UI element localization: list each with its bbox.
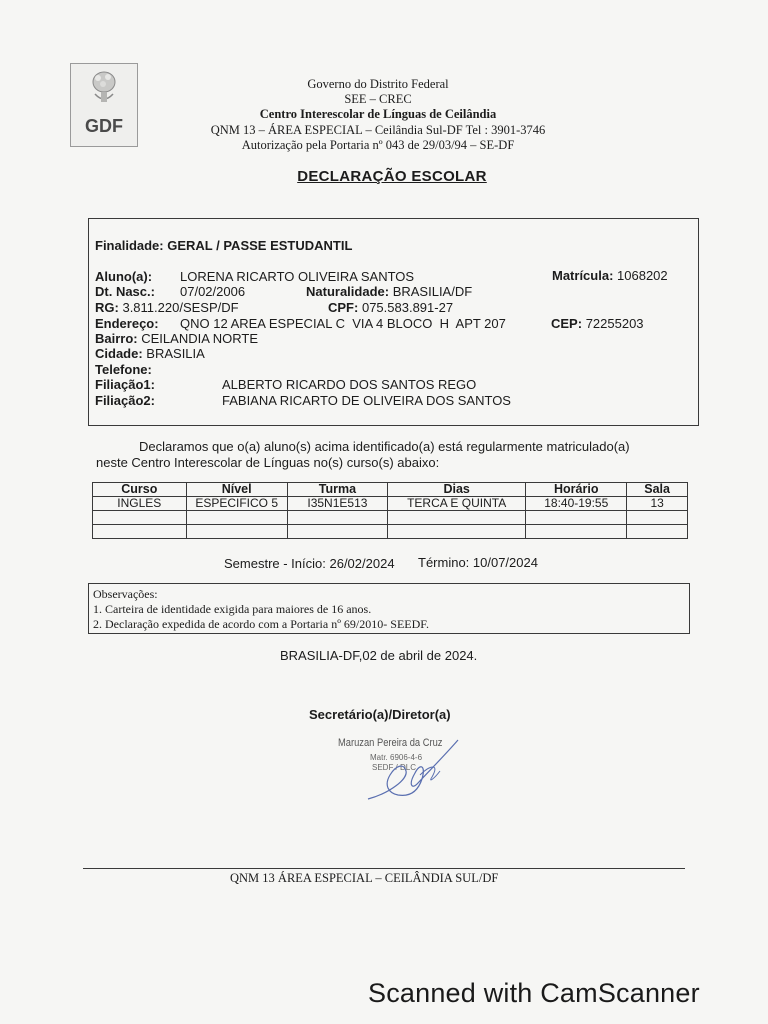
table-cell — [93, 511, 187, 525]
naturalidade-row — [306, 284, 472, 299]
cpf-row — [328, 300, 453, 315]
column-header: Dias — [388, 483, 526, 497]
courses-table — [92, 482, 688, 539]
table-cell — [186, 525, 287, 539]
aluno-value: LORENA RICARTO OLIVEIRA SANTOS — [180, 269, 415, 284]
declaration-line-2: neste Centro Interescolar de Línguas no(s) curso(s) abaixo: — [96, 455, 440, 470]
rg-row — [95, 300, 239, 315]
header-department: SEE – CREC — [344, 92, 412, 106]
endereco-label: Endereço: — [95, 316, 159, 331]
nasc-label: Dt. Nasc.: — [95, 284, 155, 299]
stamp-matr: Matr. 6906-4-6 — [370, 753, 423, 762]
document-title: DECLARAÇÃO ESCOLAR — [297, 168, 487, 185]
filiacao2-label: Filiação2: — [95, 393, 155, 408]
table-cell — [526, 525, 627, 539]
finalidade-row — [95, 238, 352, 253]
table-cell — [627, 511, 688, 525]
matricula-row — [552, 268, 668, 283]
table-cell — [186, 511, 287, 525]
cpf-label: CPF: — [328, 300, 359, 315]
stamp-name: Maruzan Pereira da Cruz — [338, 737, 443, 749]
scanner-watermark: Scanned with CamScanner — [368, 978, 700, 1008]
table-cell — [287, 525, 387, 539]
cep-label: CEP: — [551, 316, 583, 331]
table-header-row — [93, 483, 688, 497]
nasc-value: 07/02/2006 — [180, 284, 246, 299]
bairro-value: CEILANDIA NORTE — [141, 331, 259, 346]
cpf-value: 075.583.891-27 — [361, 300, 454, 315]
telefone-row — [95, 362, 152, 377]
stamp-org: SEDF / DLC — [372, 763, 417, 772]
header-address: QNM 13 – ÁREA ESPECIAL – Ceilândia Sul-DF Tel : 3901-3746 — [210, 123, 546, 137]
table-cell — [526, 511, 627, 525]
table-cell — [627, 525, 688, 539]
semester-start: Semestre - Início: 26/02/2024 — [224, 556, 395, 571]
finalidade-value: GERAL / PASSE ESTUDANTIL — [167, 238, 353, 253]
table-cell: INGLES — [93, 497, 187, 511]
table-cell: 13 — [627, 497, 688, 511]
cidade-value: BRASILIA — [146, 346, 205, 361]
table-cell: ESPECIFICO 5 — [186, 497, 287, 511]
finalidade-label: Finalidade: — [95, 238, 164, 253]
table-cell: TERCA E QUINTA — [388, 497, 526, 511]
table-cell — [287, 511, 387, 525]
header-school: Centro Interescolar de Línguas de Ceilândia — [259, 107, 497, 121]
declaration-line-1: Declaramos que o(a) aluno(s) acima identificado(a) está regularmente matriculado(a) — [139, 439, 630, 454]
table-row — [93, 511, 688, 525]
column-header: Nível — [186, 483, 287, 497]
logo-text: GDF — [85, 116, 123, 136]
footer-address: QNM 13 ÁREA ESPECIAL – CEILÂNDIA SUL/DF — [230, 871, 499, 885]
table-cell — [93, 525, 187, 539]
gdf-logo — [70, 63, 138, 147]
column-header: Turma — [287, 483, 387, 497]
observations-title: Observações: — [93, 587, 158, 601]
table-cell — [388, 525, 526, 539]
cidade-row — [95, 346, 205, 361]
naturalidade-value: BRASILIA/DF — [392, 284, 473, 299]
endereco-value: QNO 12 AREA ESPECIAL C VIA 4 BLOCO H APT 207 — [180, 316, 506, 331]
cep-value: 72255203 — [585, 316, 644, 331]
header-government: Governo do Distrito Federal — [307, 77, 449, 91]
naturalidade-label: Naturalidade: — [306, 284, 390, 299]
table-row — [93, 525, 688, 539]
rg-label: RG: — [95, 300, 119, 315]
column-header: Curso — [93, 483, 187, 497]
observation-item: 1. Carteira de identidade exigida para maiores de 16 anos. — [93, 602, 372, 616]
observation-item: 2. Declaração expedida de acordo com a Portaria nº 69/2010- SEEDF. — [93, 617, 429, 631]
filiacao1-value: ALBERTO RICARDO DOS SANTOS REGO — [222, 377, 477, 392]
telefone-label: Telefone: — [95, 362, 152, 377]
table-row — [93, 497, 688, 511]
footer-divider — [83, 868, 685, 869]
semester-end: Término: 10/07/2024 — [418, 555, 538, 570]
bairro-label: Bairro: — [95, 331, 138, 346]
observations-box — [88, 583, 690, 634]
matricula-value: 1068202 — [617, 268, 668, 283]
place-date: BRASILIA-DF,02 de abril de 2024. — [280, 648, 478, 663]
coat-of-arms-icon — [89, 70, 119, 106]
table-cell: 18:40-19:55 — [526, 497, 627, 511]
table-cell: I35N1E513 — [287, 497, 387, 511]
handwritten-signature — [360, 735, 460, 805]
cep-row — [551, 316, 644, 331]
bairro-row — [95, 331, 258, 346]
column-header: Sala — [627, 483, 688, 497]
column-header: Horário — [526, 483, 627, 497]
aluno-label: Aluno(a): — [95, 269, 153, 284]
matricula-label: Matrícula: — [552, 268, 614, 283]
cidade-label: Cidade: — [95, 346, 143, 361]
rg-value: 3.811.220/SESP/DF — [122, 300, 239, 315]
filiacao2-value: FABIANA RICARTO DE OLIVEIRA DOS SANTOS — [222, 393, 511, 408]
table-cell — [388, 511, 526, 525]
signature-role: Secretário(a)/Diretor(a) — [309, 707, 451, 722]
header-authorization: Autorização pela Portaria nº 043 de 29/03/94 – SE-DF — [241, 138, 515, 152]
filiacao1-label: Filiação1: — [95, 377, 155, 392]
